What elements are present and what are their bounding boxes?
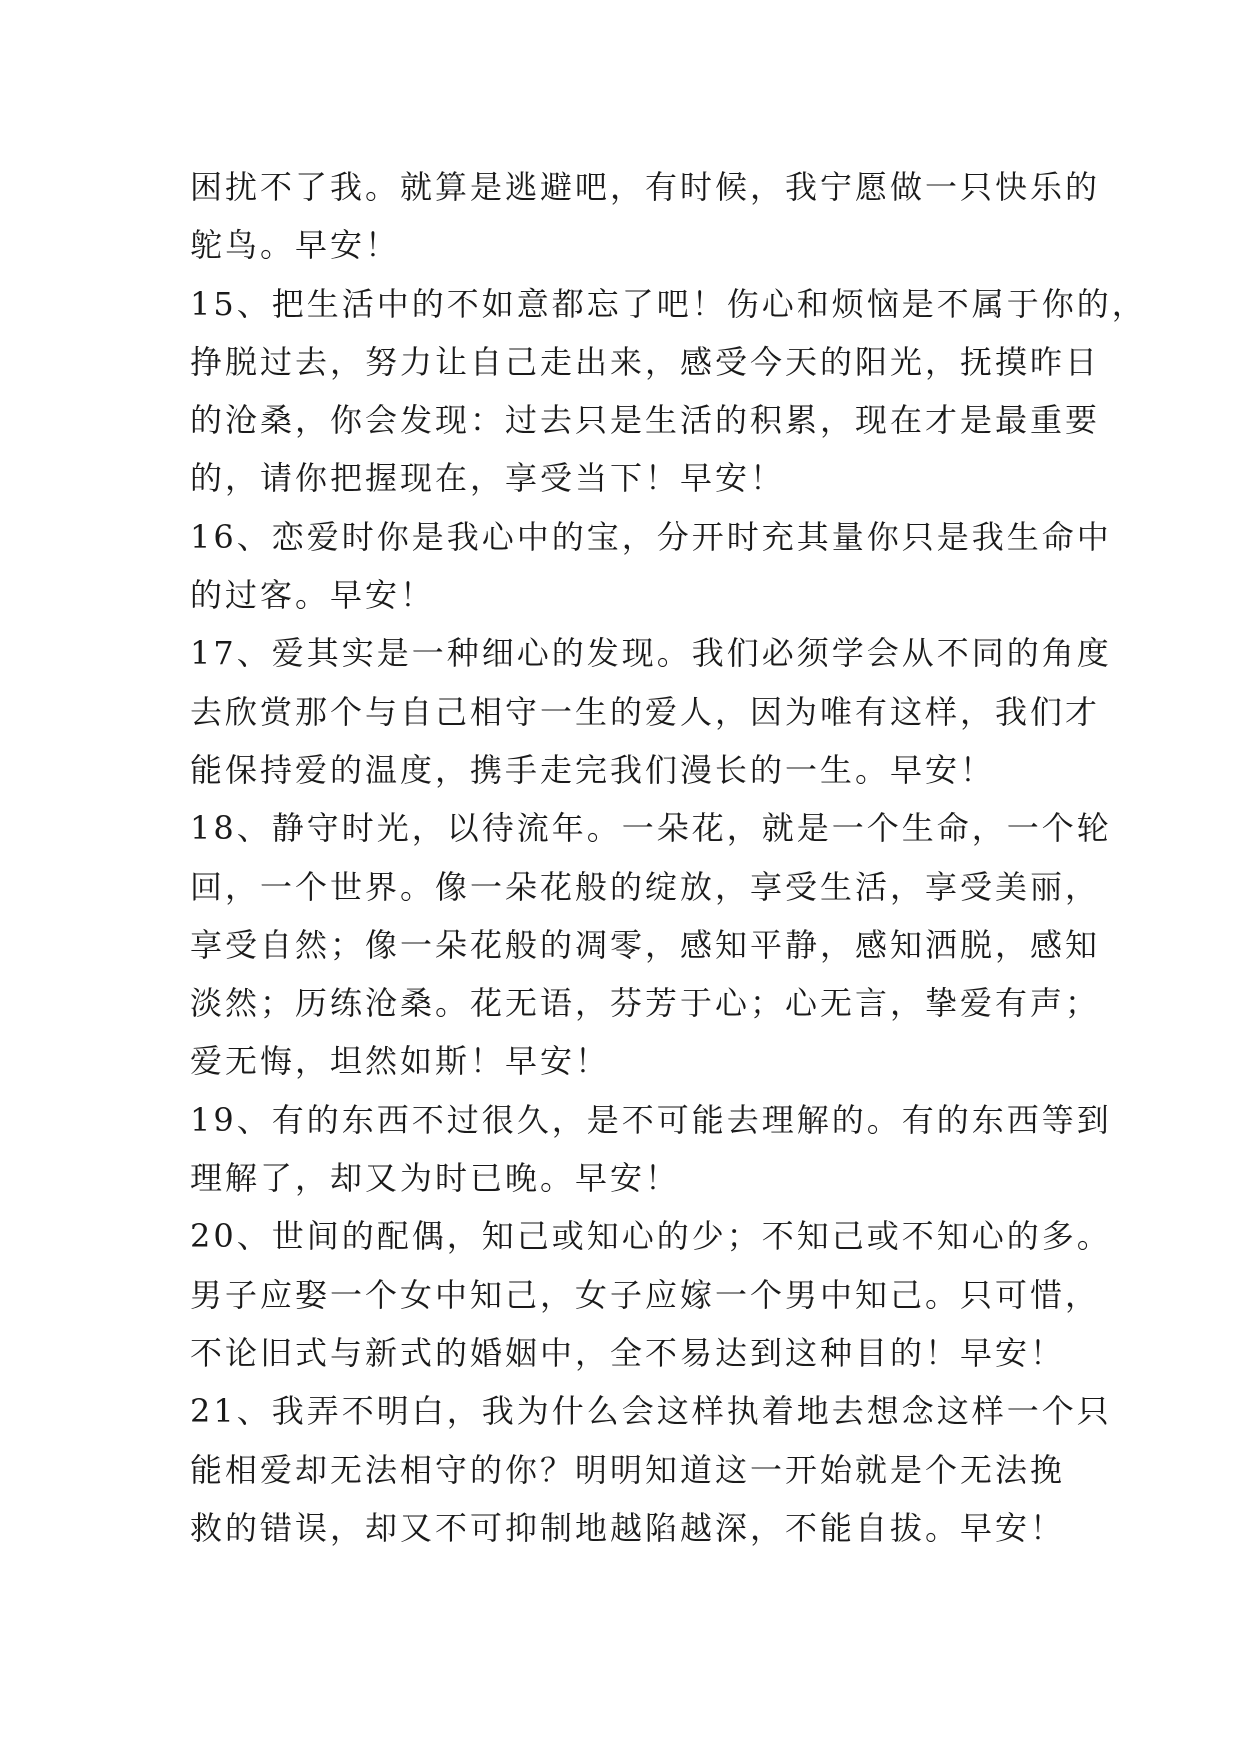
text-line: 的沧桑，你会发现：过去只是生活的积累，现在才是最重要 (190, 401, 1101, 440)
text-line: 爱无悔，坦然如斯！早安！ (190, 1042, 611, 1081)
text-line: 20、世间的配偶，知己或知心的少；不知己或不知心的多。 (190, 1217, 1112, 1256)
text-line: 理解了，却又为时已晚。早安！ (190, 1159, 681, 1198)
text-line: 15、把生活中的不如意都忘了吧！伤心和烦恼是不属于你的， (190, 284, 1147, 323)
text-line: 不论旧式与新式的婚姻中，全不易达到这种目的！早安！ (190, 1333, 1066, 1372)
text-line: 的过客。早安！ (190, 576, 436, 615)
text-line: 回，一个世界。像一朵花般的绽放，享受生活，享受美丽， (190, 867, 1101, 906)
text-line: 的，请你把握现在，享受当下！早安！ (190, 459, 786, 498)
text-line: 救的错误，却又不可抑制地越陷越深，不能自拔。早安！ (190, 1508, 1066, 1547)
text-line: 淡然；历练沧桑。花无语，芬芳于心；心无言，挚爱有声； (190, 984, 1101, 1023)
text-line: 能相爱却无法相守的你？明明知道这一开始就是个无法挽 (190, 1450, 1066, 1489)
text-line: 鸵鸟。早安！ (190, 226, 401, 265)
text-line: 16、恋爱时你是我心中的宝，分开时充其量你只是我生命中 (190, 517, 1112, 556)
text-line: 18、静守时光，以待流年。一朵花，就是一个生命，一个轮 (190, 809, 1112, 848)
text-line: 去欣赏那个与自己相守一生的爱人，因为唯有这样，我们才 (190, 692, 1101, 731)
text-line: 困扰不了我。就算是逃避吧，有时候，我宁愿做一只快乐的 (190, 168, 1101, 206)
text-line: 21、我弄不明白，我为什么会这样执着地去想念这样一个只 (190, 1392, 1112, 1431)
text-line: 享受自然；像一朵花般的凋零，感知平静，感知洒脱，感知 (190, 925, 1101, 964)
text-line: 19、有的东西不过很久，是不可能去理解的。有的东西等到 (190, 1100, 1112, 1139)
text-line: 能保持爱的温度，携手走完我们漫长的一生。早安！ (190, 750, 996, 789)
text-line: 男子应娶一个女中知己，女子应嫁一个男中知己。只可惜， (190, 1275, 1101, 1314)
document-body (190, 158, 1147, 1557)
text-line: 挣脱过去，努力让自己走出来，感受今天的阳光，抚摸昨日 (190, 342, 1101, 381)
text-line: 17、爱其实是一种细心的发现。我们必须学会从不同的角度 (190, 634, 1112, 673)
